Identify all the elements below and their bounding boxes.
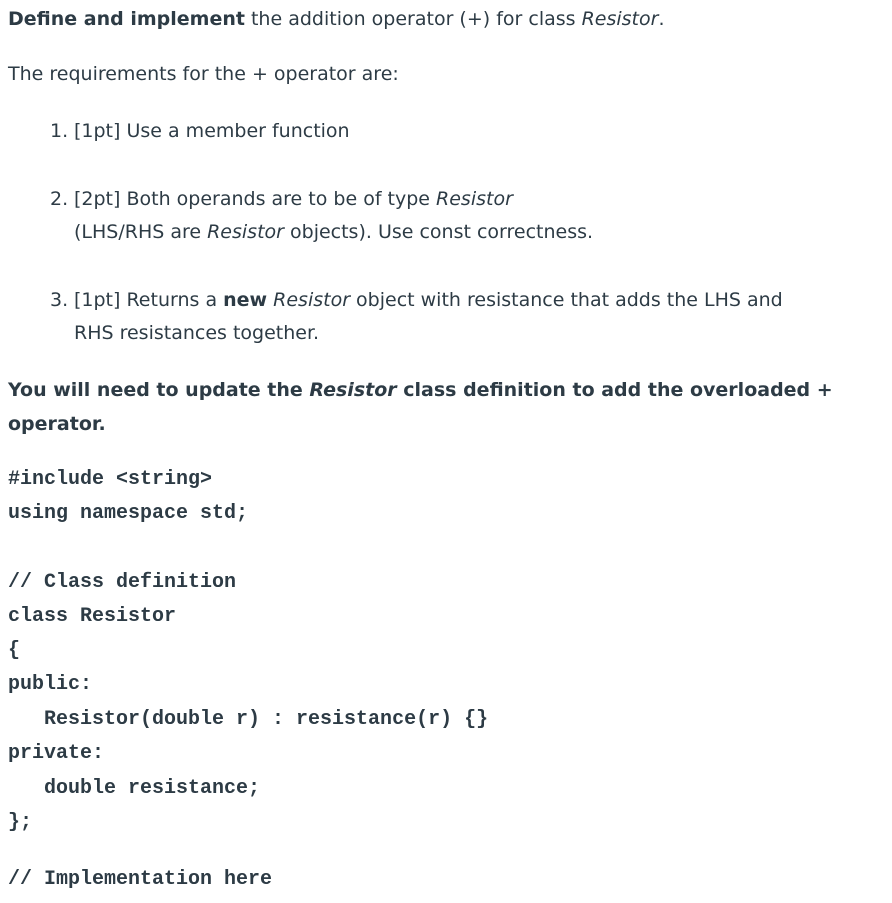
code-line-close-brace: }; [8, 811, 33, 834]
intro-bold-lead: Define and implement [8, 8, 245, 30]
requirement-2-line-2-before: (LHS/RHS are [74, 221, 208, 243]
requirement-2-line-2-after: objects). Use const correctness. [283, 221, 594, 243]
code-line-member: double resistance; [8, 777, 261, 800]
requirement-1 [50, 114, 350, 148]
requirement-2-line-2-type: Resistor [207, 221, 284, 243]
code-line-class: class Resistor [8, 605, 177, 628]
requirement-2-text: [2pt] Both operands are to be of type [74, 188, 437, 210]
requirement-3-new: new [223, 289, 268, 311]
update-note-line-1 [8, 373, 833, 407]
update-note-before: You will need to update the [8, 379, 310, 401]
update-note-class: Resistor [309, 379, 397, 401]
update-note-line-2: operator. [8, 413, 106, 435]
requirement-3-line-1 [50, 283, 783, 317]
requirement-3-type: Resistor [273, 289, 351, 311]
requirement-3-after: object with resistance that adds the LHS and [350, 289, 783, 311]
intro-class-name: Resistor [581, 8, 659, 30]
requirement-1-number: 1. [50, 120, 69, 142]
code-line-public: public: [8, 673, 93, 696]
code-line-impl-comment: // Implementation here [8, 868, 273, 891]
requirement-3-line-2: RHS resistances together. [74, 322, 320, 344]
intro-line [8, 2, 665, 36]
code-line-private: private: [8, 742, 105, 765]
requirement-2-number: 2. [50, 188, 69, 210]
code-line-open-brace: { [8, 639, 21, 662]
requirement-1-text: [1pt] Use a member function [74, 120, 350, 142]
requirement-2-type: Resistor [436, 188, 513, 210]
intro-text: the addition operator (+) for class [244, 8, 582, 30]
intro-period: . [658, 8, 665, 30]
requirement-2-line-2 [50, 215, 593, 249]
requirements-heading: The requirements for the + operator are: [8, 63, 399, 85]
code-line-include: #include <string> [8, 468, 213, 491]
requirement-3-number: 3. [50, 289, 69, 311]
code-line-using: using namespace std; [8, 502, 249, 525]
update-note-after: class definition to add the overloaded + [396, 379, 833, 401]
code-line-class-comment: // Class definition [8, 571, 237, 594]
requirement-2-line-1 [50, 182, 513, 216]
code-line-constructor: Resistor(double r) : resistance(r) {} [8, 708, 489, 731]
requirement-3-text: [1pt] Returns a [74, 289, 224, 311]
